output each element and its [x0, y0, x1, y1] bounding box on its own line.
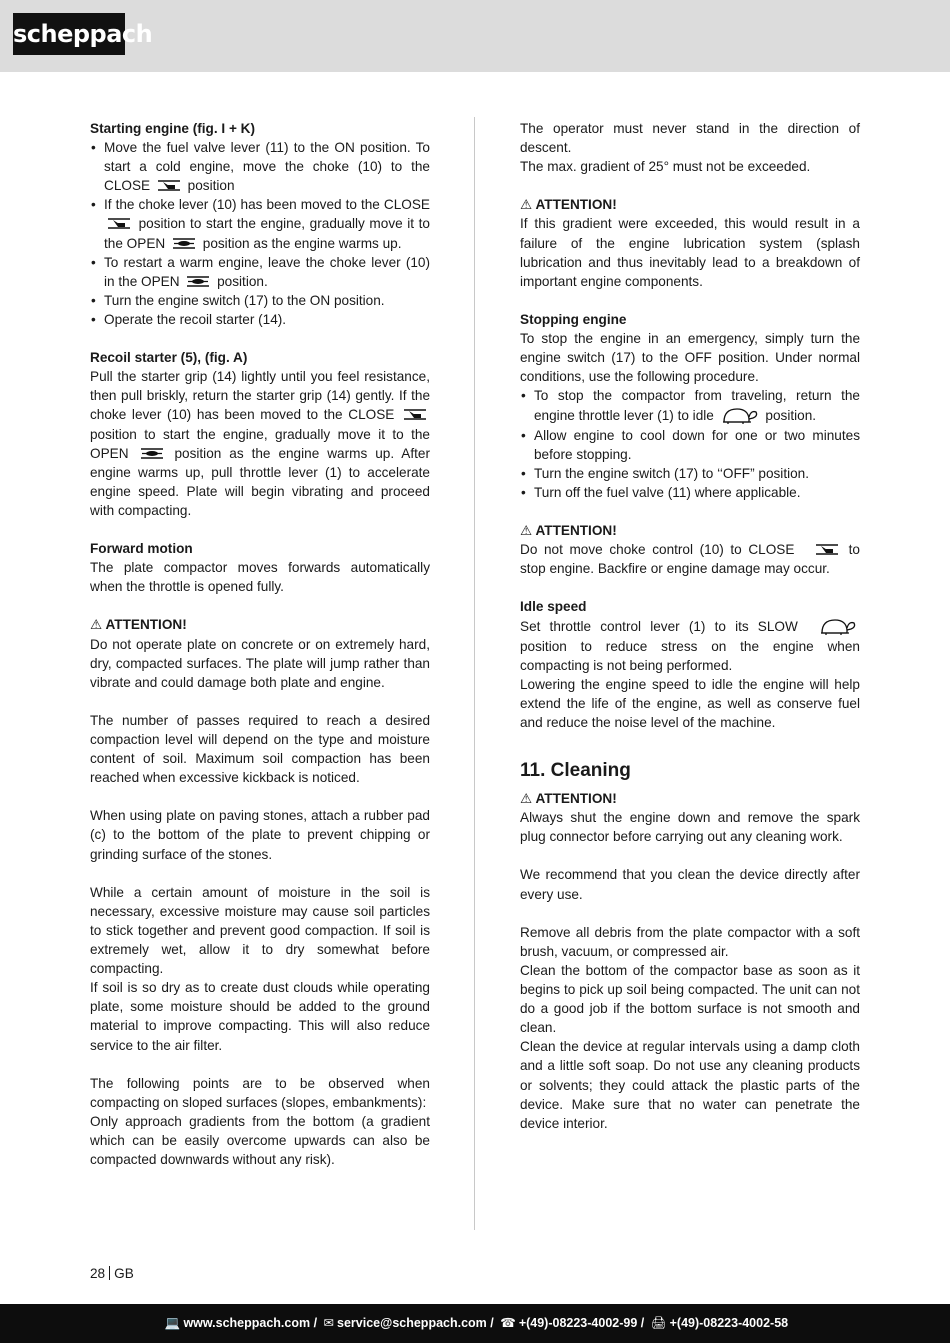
- forward-motion-text: The plate compactor moves forwards automatically when the throttle is opened fully.: [90, 560, 430, 595]
- starting-engine-list: [90, 138, 430, 329]
- computer-icon: 💻: [164, 1316, 181, 1330]
- attention-text: If this gradient were exceeded, this would result in a failure of the engine lubrication system (splash lubrication and thus inevitably lead to a breakdown of important engine components.: [520, 216, 860, 289]
- stopping-engine-text: To stop the engine in an emergency, simply turn the engine switch (17) to the OFF position. Under normal conditions, use the following procedure.: [520, 331, 860, 385]
- list-item: [90, 253, 430, 291]
- paving-text: When using plate on paving stones, attach a rubber pad (c) to the bottom of the plate to prevent chipping or grinding surface of the stones.: [90, 808, 430, 862]
- scheppach-logo: scheppach: [13, 13, 125, 55]
- list-item-text: position as the engine warms up.: [202, 235, 402, 251]
- list-item: [90, 138, 430, 195]
- paragraph-text: Pull the starter grip (14) lightly until you feel resistance, then pull briskly, return the starter grip (14) gently. If the choke lever (10) has been moved to the CLOSE: [90, 369, 430, 423]
- choke-close-icon: [815, 543, 839, 556]
- column-divider: [474, 117, 475, 1230]
- stopping-engine-heading: Stopping engine: [520, 311, 627, 327]
- left-column: [90, 119, 430, 1169]
- mail-icon: ✉: [323, 1316, 335, 1330]
- recoil-starter-text: [90, 367, 430, 520]
- gradients-text: Only approach gradients from the bottom (a gradient which can be easily overcome upwards can also be compacted downwards without any risk).: [90, 1113, 430, 1168]
- page-language: GB: [114, 1266, 134, 1281]
- header-bar: [0, 0, 950, 72]
- cleaning-text-5: Clean the device at regular intervals using a damp cloth and a little soft soap. Do not use any cleaning products or solvents; they could attack the plastic parts of the device. Make sure that no water can penetrate the device interior.: [520, 1039, 860, 1131]
- website-link[interactable]: www.scheppach.com /: [183, 1316, 318, 1330]
- page-number: [90, 1264, 134, 1283]
- list-item-text: position: [187, 178, 235, 194]
- paragraph-text: position to reduce stress on the engine when compacting is not being performed.: [520, 638, 860, 673]
- page-number-value: 28: [90, 1266, 106, 1281]
- idle-speed-text: [520, 616, 860, 674]
- max-gradient-text: The max. gradient of 25° must not be exceeded.: [520, 159, 811, 175]
- starting-engine-heading: Starting engine (fig. I + K): [90, 121, 256, 136]
- paragraph-text: position as the engine warms up. After engine warms up, pull throttle lever (1) to accelerate engine speed. Plate will begin vibrating and proceed with compacting.: [90, 445, 431, 518]
- attention-label: ⚠ ATTENTION!: [520, 522, 617, 538]
- email-link[interactable]: service@scheppach.com /: [337, 1316, 494, 1330]
- choke-open-icon: [140, 447, 164, 460]
- phone-number: +(49)-08223-4002-99 /: [518, 1316, 645, 1330]
- list-item-text: position.: [217, 273, 268, 289]
- contact-bar: [0, 1304, 950, 1343]
- choke-open-icon: [186, 275, 210, 288]
- attention-text: Do not operate plate on concrete or on extremely hard, dry, compacted surfaces. The plate will jump rather than vibrate and could damage both plate and engine.: [90, 636, 430, 690]
- recoil-starter-heading: Recoil starter (5), (fig. A): [90, 350, 248, 366]
- passes-text: The number of passes required to reach a desired compaction level will depend on the type and moisture content of soil. Maximum soil compaction has been reached when excessive kickback is noticed.: [90, 712, 430, 786]
- paragraph-text: Do not move choke control (10) to CLOSE: [520, 542, 795, 558]
- paragraph-text: to stop engine. Backfire or engine damage may occur.: [520, 542, 860, 577]
- cleaning-text-1: Always shut the engine down and remove the spark plug connector before carrying out any cleaning work.: [520, 810, 860, 845]
- fax-number: +(49)-08223-4002-58: [669, 1316, 789, 1330]
- cleaning-text-4: Clean the bottom of the compactor base as soon as it begins to pick up soil being compacted. The unit can not do a good job if the bottom surface is not smooth and clean.: [520, 962, 860, 1036]
- turtle-slow-icon: [721, 405, 759, 425]
- attention-label: ⚠ ATTENTION!: [520, 791, 617, 807]
- list-item: [520, 386, 860, 425]
- choke-close-icon: [403, 408, 427, 421]
- attention-label: ⚠ ATTENTION!: [90, 617, 187, 633]
- list-item-text: position to start the engine, gradually move it to the OPEN: [104, 216, 430, 251]
- list-item-text: If the choke lever (10) has been moved to the CLOSE: [104, 197, 430, 213]
- forward-motion-heading: Forward motion: [90, 541, 193, 557]
- cleaning-heading: 11. Cleaning: [520, 760, 631, 782]
- right-column: [520, 119, 860, 1133]
- attention-text: [520, 540, 860, 578]
- list-item: [90, 195, 430, 252]
- list-item-text: To restart a warm engine, leave the choke lever (10) in the OPEN: [104, 254, 430, 289]
- list-item-text: Move the fuel valve lever (11) to the ON position. To start a cold engine, move the choke (10) to the CLOSE: [104, 140, 430, 194]
- list-item: • Turn off the fuel valve (11) where applicable.: [520, 483, 860, 502]
- operator-text: The operator must never stand in the direction of descent.: [520, 121, 860, 156]
- list-item: • Turn the engine switch (17) to ‘‘OFF” position.: [520, 464, 860, 483]
- choke-open-icon: [172, 237, 196, 250]
- list-item: • Allow engine to cool down for one or two minutes before stopping.: [520, 426, 860, 464]
- slopes-text: The following points are to be observed when compacting on sloped surfaces (slopes, embankments):: [90, 1075, 430, 1110]
- dry-soil-text: If soil is so dry as to create dust clouds while operating plate, some moisture should be added to the ground material to improve compacting. This will also reduce service to the air filter.: [90, 980, 430, 1053]
- cleaning-text-3: Remove all debris from the plate compactor with a soft brush, vacuum, or compressed air.: [520, 924, 860, 959]
- fax-icon: 🖨: [650, 1316, 667, 1330]
- list-item-text: To stop the compactor from traveling, return the engine throttle lever (1) to idle: [534, 388, 860, 424]
- attention-label: ⚠ ATTENTION!: [520, 197, 617, 213]
- list-item-text: position.: [765, 408, 817, 424]
- moisture-text: While a certain amount of moisture in the soil is necessary, excessive moisture may cause soil particles to stick together and prevent good compaction. If soil is extremely wet, allow it to dry somewhat before compacting.: [90, 884, 430, 977]
- cleaning-text-2: We recommend that you clean the device directly after every use.: [520, 867, 860, 902]
- turtle-slow-icon: [819, 616, 857, 636]
- list-item: • Turn the engine switch (17) to the ON position.: [90, 291, 430, 310]
- choke-close-icon: [107, 217, 131, 230]
- idle-speed-text-2: Lowering the engine speed to idle the engine will help extend the life of the engine, as well as conserve fuel and reduce the noise level of the machine.: [520, 676, 860, 730]
- paragraph-text: Set throttle control lever (1) to its SLOW: [520, 619, 798, 635]
- phone-icon: ☎: [500, 1316, 516, 1330]
- choke-close-icon: [157, 179, 181, 192]
- list-item: • Operate the recoil starter (14).: [90, 310, 430, 329]
- stopping-engine-list: [520, 386, 860, 502]
- idle-speed-heading: Idle speed: [520, 599, 587, 615]
- paragraph-text: position to start the engine, gradually move it to the OPEN: [90, 426, 430, 461]
